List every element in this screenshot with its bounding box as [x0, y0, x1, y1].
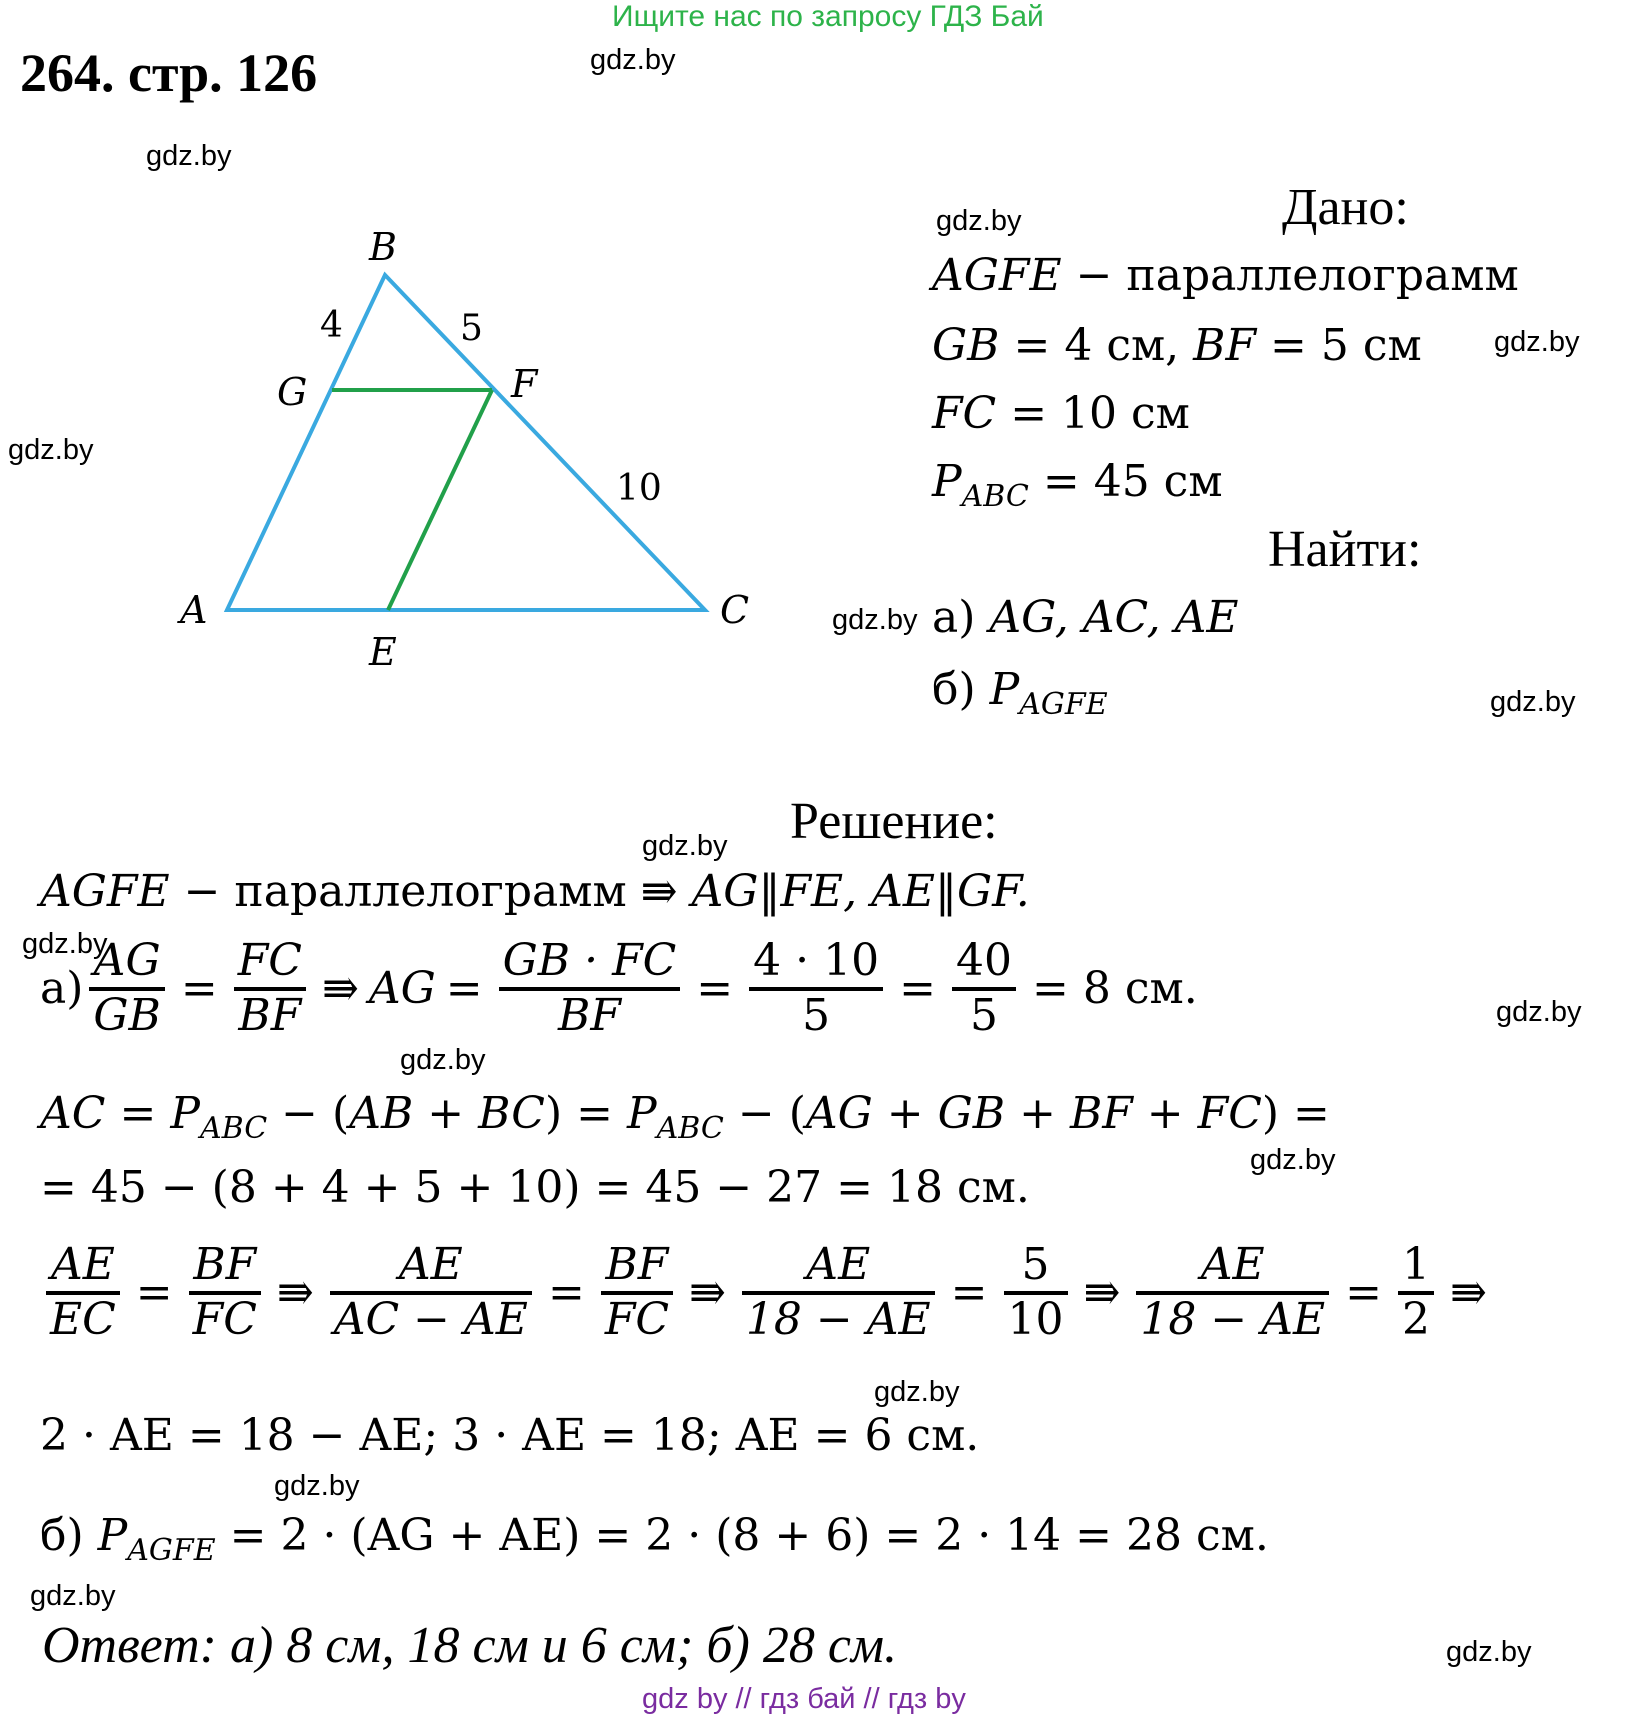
watermark: gdz.by — [1446, 1636, 1532, 1668]
find-a-label: а) — [932, 592, 976, 643]
solution-b-expression: = 2 · (AG + AE) = 2 · (8 + 6) = 2 · 14 = 28 см. — [229, 1510, 1269, 1561]
fraction-numerator: AE — [46, 1240, 120, 1295]
vertex-a-label: A — [180, 588, 208, 632]
close-equals: ) = — [544, 1088, 613, 1139]
fraction-numerator: AE — [1136, 1240, 1329, 1295]
solution-heading: Решение: — [790, 793, 998, 850]
implies-sign: ⇛ — [689, 1267, 726, 1319]
fraction-denominator: 2 — [1401, 1293, 1430, 1345]
solution-ag: AG — [368, 963, 436, 1015]
triangle-figure — [0, 0, 780, 700]
footer-links: gdz by // гдз бай // гдз by — [642, 1683, 966, 1715]
equals-sign: = — [180, 963, 218, 1015]
given-gb: GB — [932, 320, 1000, 371]
given-parallelogram-text: − параллелограмм — [1075, 250, 1519, 301]
solution-ac-line-2: = 45 − (8 + 4 + 5 + 10) = 45 − 27 = 18 см. — [40, 1162, 1030, 1213]
sum-ab-bc: AB + BC — [349, 1088, 545, 1139]
fraction-denominator: 18 − AE — [745, 1293, 931, 1345]
find-line-b — [932, 664, 1108, 722]
solution-part-b — [40, 1510, 1269, 1568]
perimeter-sub: ABC — [199, 1111, 268, 1146]
perimeter-symbol: P — [97, 1510, 128, 1561]
find-b-label: б) — [932, 664, 976, 715]
vertex-c-label: C — [720, 588, 750, 632]
given-line-3 — [932, 388, 1190, 439]
equals-sign: = — [445, 963, 483, 1015]
watermark: gdz.by — [400, 1044, 486, 1076]
solution-a-label: а) — [40, 963, 84, 1015]
minus-open: − ( — [281, 1088, 350, 1139]
solution-ac-line-1 — [40, 1088, 1330, 1146]
fraction-numerator: 40 — [952, 936, 1016, 991]
fraction-fc-bf — [234, 936, 306, 1041]
watermark: gdz.by — [1496, 996, 1582, 1028]
solution-a-result: = 8 см. — [1032, 963, 1198, 1015]
find-line-a — [932, 592, 1238, 643]
perimeter-symbol: P — [170, 1088, 200, 1139]
fraction-40-5 — [952, 936, 1016, 1041]
solution-line-1 — [40, 866, 1030, 917]
length-bf-label: 5 — [460, 308, 483, 349]
fraction-numerator: 4 · 10 — [749, 936, 883, 991]
fraction-numerator: FC — [234, 936, 306, 991]
watermark: gdz.by — [590, 44, 676, 76]
given-line-1 — [932, 250, 1519, 301]
solution-parallel-sides: AG‖FE, AE‖GF. — [691, 866, 1030, 917]
given-heading: Дано: — [1282, 179, 1409, 236]
equals-sign: = — [135, 1267, 173, 1319]
equals-sign: = — [950, 1267, 988, 1319]
top-banner: Ищите нас по запросу ГДЗ Бай — [612, 0, 1044, 33]
fraction-gbfc-bf — [499, 936, 681, 1041]
vertex-e-label: E — [369, 630, 397, 674]
equals-sign: = — [899, 963, 936, 1015]
fraction-ae-ac-ae — [330, 1240, 532, 1345]
answer-line: Ответ: а) 8 см, 18 см и 6 см; б) 28 см. — [42, 1617, 898, 1674]
fraction-bf-fc — [189, 1240, 261, 1345]
watermark: gdz.by — [874, 1376, 960, 1408]
implies-sign: ⇛ — [321, 963, 359, 1015]
given-parallelogram-name: AGFE — [932, 250, 1062, 301]
vertex-g-label: G — [277, 370, 308, 414]
fraction-denominator: GB — [93, 989, 161, 1041]
fraction-denominator: 18 − AE — [1140, 1293, 1326, 1345]
implies-sign: ⇛ — [1449, 1267, 1487, 1319]
fraction-denominator: 10 — [1007, 1293, 1064, 1345]
page-title: 264. стр. 126 — [20, 43, 318, 103]
close-equals: ) = — [1261, 1088, 1330, 1139]
fraction-numerator: BF — [601, 1240, 673, 1295]
given-gb-value: = 4 см, — [1013, 320, 1180, 371]
fraction-5-10 — [1004, 1240, 1068, 1345]
given-perimeter-sub: ABC — [961, 479, 1029, 514]
implies-sign: ⇛ — [1083, 1267, 1121, 1319]
fraction-4x10-5 — [749, 936, 883, 1041]
segment-fe — [388, 390, 492, 610]
solution-part-a — [40, 936, 1208, 1041]
fraction-denominator: 5 — [970, 989, 998, 1041]
watermark: gdz.by — [22, 928, 108, 960]
given-fc-value: = 10 см — [1010, 388, 1190, 439]
fraction-denominator: 5 — [802, 989, 831, 1041]
solution-parallelogram-name: AGFE — [40, 866, 170, 917]
watermark: gdz.by — [832, 604, 918, 636]
find-a-vars: AG, AC, AE — [989, 592, 1239, 643]
find-b-sub: AGFE — [1019, 687, 1108, 722]
length-fc-label: 10 — [616, 468, 662, 509]
equals-sign: = — [696, 963, 734, 1015]
solution-ae-line-2: 2 · AE = 18 − AE; 3 · AE = 18; AE = 6 см. — [40, 1410, 980, 1461]
watermark: gdz.by — [1494, 326, 1580, 358]
perimeter-symbol: P — [627, 1088, 657, 1139]
minus-open: − ( — [737, 1088, 806, 1139]
solution-b-label: б) — [40, 1510, 84, 1561]
solution-parallelogram-text: − параллелограмм ⇛ — [183, 866, 678, 917]
watermark: gdz.by — [1250, 1144, 1336, 1176]
fraction-denominator: FC — [192, 1293, 257, 1345]
watermark: gdz.by — [30, 1580, 116, 1612]
watermark: gdz.by — [1490, 686, 1576, 718]
given-perimeter-value: = 45 см — [1042, 456, 1223, 507]
given-line-4 — [932, 456, 1223, 514]
perimeter-sub: ABC — [656, 1111, 724, 1146]
equals-sign: = — [119, 1088, 157, 1139]
watermark: gdz.by — [274, 1470, 360, 1502]
vertex-f-label: F — [511, 362, 538, 406]
given-bf: BF — [1193, 320, 1257, 371]
fraction-ae-ec — [46, 1240, 120, 1345]
given-perimeter: P — [932, 456, 962, 507]
fraction-numerator: BF — [189, 1240, 261, 1295]
fraction-ag-gb — [89, 936, 164, 1041]
watermark: gdz.by — [642, 830, 728, 862]
fraction-numerator: 5 — [1004, 1240, 1068, 1295]
fraction-denominator: BF — [558, 989, 621, 1041]
fraction-denominator: BF — [238, 989, 302, 1041]
watermark: gdz.by — [936, 205, 1022, 237]
fraction-bf-fc — [601, 1240, 673, 1345]
fraction-denominator: AC − AE — [333, 1293, 528, 1345]
fraction-numerator: AE — [330, 1240, 532, 1295]
find-b-perimeter: P — [989, 664, 1020, 715]
fraction-numerator: GB · FC — [499, 936, 681, 991]
fraction-1-2 — [1398, 1240, 1434, 1345]
perimeter-sub: AGFE — [127, 1533, 216, 1568]
fraction-denominator: EC — [50, 1293, 116, 1345]
given-fc: FC — [932, 388, 997, 439]
vertex-b-label: B — [369, 225, 397, 269]
fraction-numerator: AG — [89, 936, 164, 991]
watermark: gdz.by — [8, 434, 94, 466]
equals-sign: = — [1345, 1267, 1382, 1319]
equals-sign: = — [547, 1267, 585, 1319]
solution-ae-line-1 — [40, 1240, 1497, 1345]
watermark: gdz.by — [146, 140, 232, 172]
find-heading: Найти: — [1268, 521, 1422, 578]
given-line-2 — [932, 320, 1422, 371]
fraction-denominator: FC — [604, 1293, 670, 1345]
given-bf-value: = 5 см — [1270, 320, 1422, 371]
fraction-ae-18-ae — [742, 1240, 935, 1345]
sum-segments: AG + GB + BF + FC — [805, 1088, 1262, 1139]
solution-ac: AC — [40, 1088, 106, 1139]
fraction-ae-18-ae — [1136, 1240, 1329, 1345]
implies-sign: ⇛ — [276, 1267, 314, 1319]
length-gb-label: 4 — [320, 305, 343, 346]
fraction-numerator: 1 — [1398, 1240, 1434, 1295]
fraction-numerator: AE — [742, 1240, 935, 1295]
